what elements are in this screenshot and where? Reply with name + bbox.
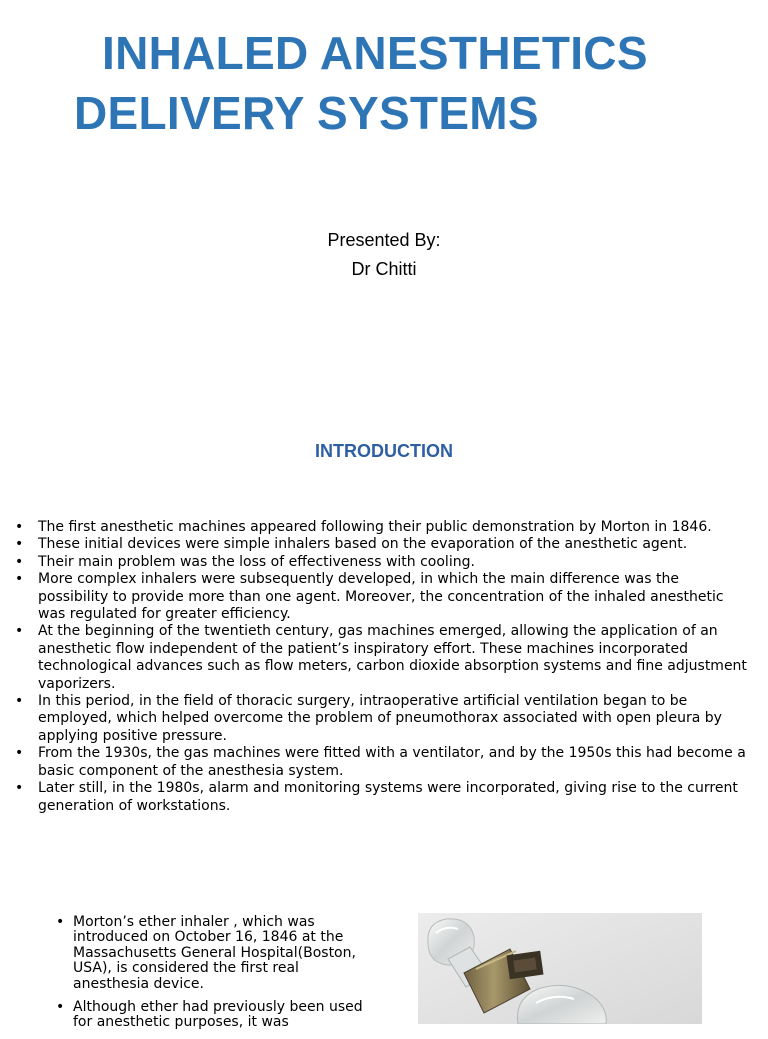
intro-bullet: • From the 1930s, the gas machines were fitted with a ventilator, and by the 1950s this had become a basic component of the anesthesia system. [15, 745, 746, 779]
intro-bullet: • These initial devices were simple inhalers based on the evaporation of the anesthetic agent. [15, 536, 688, 553]
bullet-icon: • [15, 780, 24, 797]
title-line-1: INHALED ANESTHETICS [102, 27, 648, 79]
bullet-icon: • [56, 914, 65, 930]
morton-bullet: • Morton’s ether inhaler , which was introduced on October 16, 1846 at the Massachusetts General Hospital(Boston, USA), is considered the first real anesthesia device. [56, 914, 356, 992]
intro-bullet: • The first anesthetic machines appeared following their public demonstration by Morton in 1846. [15, 519, 712, 535]
morton-bullet: • Although ether had previously been used for anesthetic purposes, it was [56, 999, 363, 1031]
intro-bullet: • Later still, in the 1980s, alarm and monitoring systems were incorporated, giving rise to the current generation of workstations. [15, 780, 738, 814]
ether-inhaler-photo [418, 913, 702, 1024]
bullet-icon: • [15, 553, 24, 570]
bullet-icon: • [15, 571, 24, 588]
bullet-icon: • [15, 623, 24, 640]
intro-bullet: • At the beginning of the twentieth century, gas machines emerged, allowing the application of an anesthetic flow independent of the patient’s inspiratory effort. These machines incorporated technological advances such as flow meters, carbon dioxide absorption systems and fine adjustment vaporizers. [15, 623, 747, 692]
intro-bullet: • Their main problem was the loss of effectiveness with cooling. [15, 553, 475, 570]
ether-inhaler-image [418, 913, 702, 1024]
presenter-name: Dr Chitti [351, 259, 417, 279]
bullet-icon: • [15, 519, 24, 535]
presenter-label: Presented By: [327, 230, 441, 250]
intro-bullet-list [0, 519, 752, 815]
bullet-icon: • [15, 693, 24, 710]
morton-bullet-list [56, 915, 376, 1039]
bullet-icon: • [15, 536, 24, 553]
section-heading: INTRODUCTION [315, 441, 453, 461]
title-line-2: DELIVERY SYSTEMS [74, 87, 539, 139]
bullet-icon: • [56, 999, 65, 1016]
intro-bullet: • More complex inhalers were subsequently developed, in which the main difference was the possibility to provide more than one agent. Moreover, the concentration of the inhaled anesthetic was regulated for greater efficiency. [15, 571, 724, 623]
bullet-icon: • [15, 745, 24, 762]
intro-bullet: • In this period, in the field of thoracic surgery, intraoperative artificial ventilation began to be employed, which helped overcome the problem of pneumothorax associated with open pleura by applying positive pressure. [15, 693, 722, 744]
